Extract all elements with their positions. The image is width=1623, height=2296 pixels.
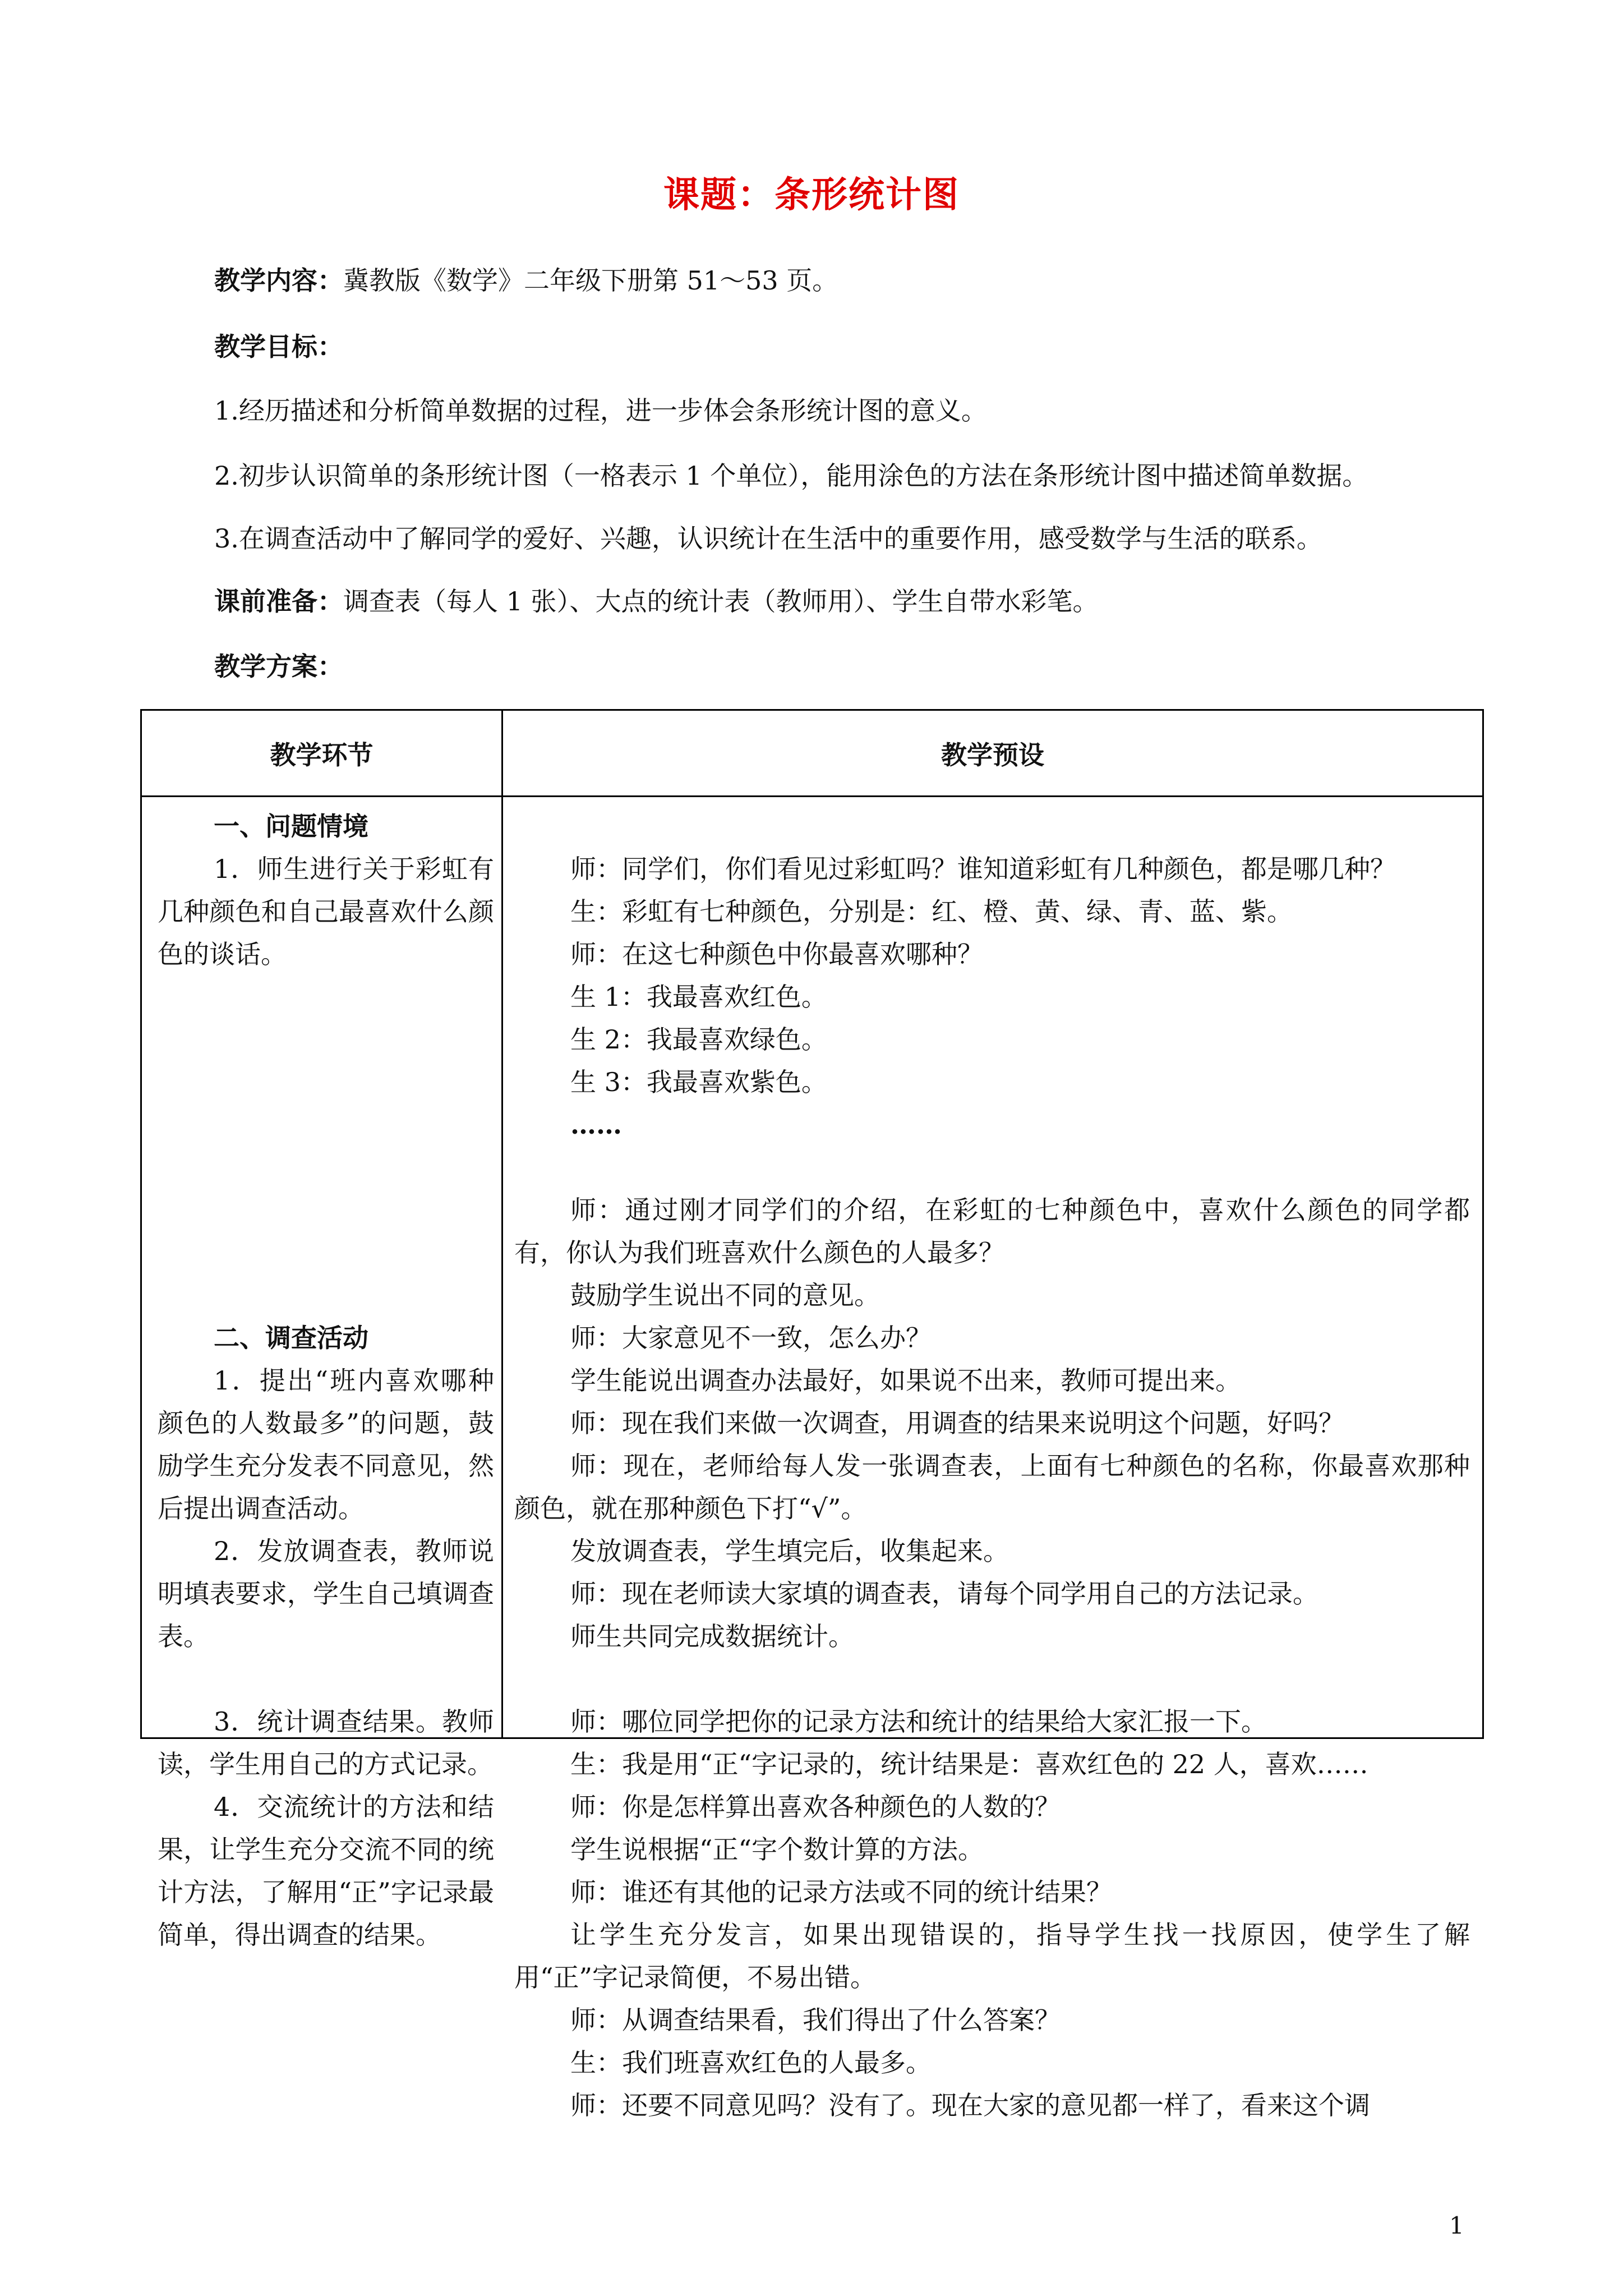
preset-line: 生：我们班喜欢红色的人最多。 xyxy=(570,2047,932,2078)
teaching-plan-label: 教学方案： xyxy=(214,651,343,682)
teaching-content-value: 冀教版《数学》二年级下册第 51～53 页。 xyxy=(343,265,838,296)
preset-line: 师：通过刚才同学们的介绍，在彩虹的七种颜色中，喜欢什么颜色的同学都有，你认为我们班喜欢什么颜色的人最多？ xyxy=(514,1195,1470,1268)
preset-line: 生：我是用“正“字记录的，统计结果是：喜欢红色的 22 人，喜欢…… xyxy=(570,1749,1368,1779)
section-step: 1．提出“班内喜欢哪种颜色的人数最多”的问题，鼓励学生充分发表不同意见，然后提出调查活动。 xyxy=(158,1365,494,1524)
preset-line: 师：在这七种颜色中你最喜欢哪种？ xyxy=(570,939,983,969)
section-step: 1．师生进行关于彩虹有几种颜色和自己最喜欢什么颜色的谈话。 xyxy=(158,854,494,969)
page-number: 1 xyxy=(1449,2212,1464,2239)
preset-line: 师：现在我们来做一次调查，用调查的结果来说明这个问题，好吗？ xyxy=(570,1408,1344,1438)
section-step: 2．发放调查表，教师说明填表要求，学生自己填调查表。 xyxy=(158,1536,494,1651)
goal-item-3: 3.在调查活动中了解同学的爱好、兴趣，认识统计在生活中的重要作用，感受数学与生活的联系。 xyxy=(214,523,1322,554)
preset-line: 师：大家意见不一致，怎么办？ xyxy=(570,1323,932,1353)
preset-line: 学生说根据“正“字个数计算的方法。 xyxy=(570,1834,984,1865)
preset-line: 师：哪位同学把你的记录方法和统计的结果给大家汇报一下。 xyxy=(570,1706,1267,1737)
preset-line: 师生共同完成数据统计。 xyxy=(570,1621,854,1651)
preset-line: 让学生充分发言，如果出现错误的，指导学生找一找原因，使学生了解用“正”字记录简便，不易出错。 xyxy=(514,1920,1470,1993)
preparation-label: 课前准备： xyxy=(214,586,343,616)
section-step: 3．统计调查结果。教师读，学生用自己的方式记录。 xyxy=(158,1706,494,1779)
preset-line: 师：现在老师读大家填的调查表，请每个同学用自己的方法记录。 xyxy=(570,1579,1318,1609)
teaching-content-label: 教学内容： xyxy=(214,265,343,296)
teaching-goals-line xyxy=(214,330,1483,364)
teaching-content-line xyxy=(214,264,1483,297)
header-teaching-preset: 教学预设 xyxy=(941,739,1044,770)
header-divider xyxy=(142,795,1482,797)
teaching-preset-column xyxy=(514,848,1470,2127)
preparation-value: 调查表（每人 1 张）、大点的统计表（教师用）、学生自带水彩笔。 xyxy=(343,586,1099,616)
lesson-plan-table xyxy=(140,709,1484,2120)
preset-line: 师：同学们，你们看见过彩虹吗？谁知道彩虹有几种颜色，都是哪几种？ xyxy=(570,854,1396,884)
preset-line: 生：彩虹有七种颜色，分别是：红、橙、黄、绿、青、蓝、紫。 xyxy=(570,896,1293,927)
goal-item-2: 2.初步认识简单的条形统计图（一格表示 1 个单位），能用涂色的方法在条形统计图中描述简单数据。 xyxy=(214,461,1368,491)
preset-line: 师：还要不同意见吗？没有了。现在大家的意见都一样了，看来这个调 xyxy=(570,2090,1370,2120)
teaching-plan-line xyxy=(214,650,1483,683)
header-teaching-stage: 教学环节 xyxy=(270,739,374,770)
preset-line: 师：从调查结果看，我们得出了什么答案？ xyxy=(570,2005,1061,2035)
preset-line: 生 3：我最喜欢紫色。 xyxy=(570,1067,827,1097)
preset-line: 学生能说出调查办法最好，如果说不出来，教师可提出来。 xyxy=(570,1365,1241,1396)
column-divider xyxy=(501,711,503,1737)
preset-line: 师：谁还有其他的记录方法或不同的统计结果？ xyxy=(570,1877,1112,1907)
preset-line: 师：你是怎样算出喜欢各种颜色的人数的？ xyxy=(570,1792,1061,1822)
preparation-line xyxy=(214,585,1483,618)
preset-ellipsis: …… xyxy=(570,1110,622,1140)
preset-line: 鼓励学生说出不同的意见。 xyxy=(570,1280,880,1310)
page-title: 课题：条形统计图 xyxy=(663,174,960,216)
preset-line: 生 2：我最喜欢绿色。 xyxy=(570,1024,827,1055)
preset-line: 发放调查表，学生填完后，收集起来。 xyxy=(570,1536,1009,1566)
teaching-stage-column xyxy=(158,805,494,1956)
goal-item-1: 1.经历描述和分析简单数据的过程，进一步体会条形统计图的意义。 xyxy=(214,395,987,426)
section-heading: 二、调查活动 xyxy=(214,1323,368,1353)
preset-line: 师：现在，老师给每人发一张调查表，上面有七种颜色的名称，你最喜欢那种颜色，就在那种颜色下打“√”。 xyxy=(514,1451,1470,1524)
section-step: 4．交流统计的方法和结果，让学生充分交流不同的统计方法，了解用“正”字记录最简单，得出调查的结果。 xyxy=(158,1792,494,1950)
section-heading: 一、问题情境 xyxy=(214,811,368,841)
teaching-goals-label: 教学目标： xyxy=(214,332,343,362)
preset-line: 生 1：我最喜欢红色。 xyxy=(570,982,827,1012)
